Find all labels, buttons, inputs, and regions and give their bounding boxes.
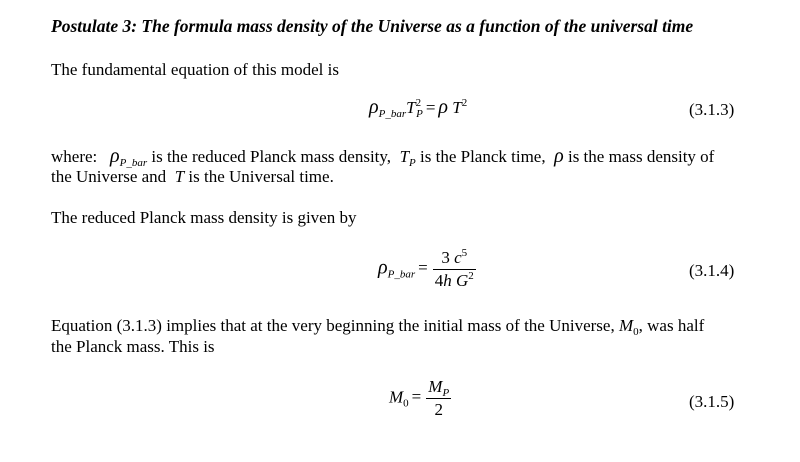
- planck-mass-subscript: P: [442, 387, 450, 399]
- rho-subscript: P_bar: [378, 108, 407, 120]
- speed-of-light-symbol: c: [454, 248, 462, 267]
- numerator: [433, 248, 476, 270]
- where-text: is the Universal time.: [188, 167, 334, 186]
- where-text: is the Planck time,: [420, 147, 546, 166]
- equation-3-1-3: [369, 96, 467, 119]
- initial-mass-subscript: 0: [633, 326, 639, 338]
- equation-3-1-4: [378, 248, 478, 291]
- exponent: 5: [461, 247, 468, 259]
- exponent: 2: [468, 270, 474, 282]
- planck-time-symbol: T: [406, 98, 416, 117]
- paragraph-fundamental-equation: The fundamental equation of this model is: [51, 60, 339, 79]
- section-title: Postulate 3: The formula mass density of the Universe as a function of the universal time: [51, 16, 694, 36]
- planck-mass-symbol: M: [428, 377, 443, 396]
- paragraph-reduced-planck: The reduced Planck mass density is given by: [51, 208, 357, 227]
- fraction: [426, 377, 451, 420]
- where-clause-line-1: [51, 146, 714, 167]
- gravitational-constant-symbol: G: [455, 271, 469, 290]
- exponent: 2: [461, 97, 468, 109]
- planck-time-symbol: T: [399, 147, 410, 166]
- equation-number-3-1-3: (3.1.3): [689, 100, 735, 119]
- numerator: [426, 377, 451, 399]
- rho-subscript: P_bar: [387, 268, 416, 281]
- coefficient: 4: [434, 271, 444, 290]
- planck-time-subscript: P: [416, 108, 423, 120]
- planck-constant-symbol: h: [443, 271, 452, 290]
- where-clause-line-2: [51, 167, 334, 187]
- coefficient: 3: [441, 248, 450, 267]
- equation-number-3-1-4: (3.1.4): [689, 261, 735, 280]
- rho-subscript: P_bar: [119, 157, 148, 169]
- equation-3-1-5: [389, 377, 453, 420]
- where-label: where:: [51, 147, 98, 166]
- where-text: the Universe and: [51, 167, 167, 186]
- rho-symbol: ρ: [369, 96, 379, 118]
- planck-time-subscript: P: [409, 157, 416, 169]
- denominator: 2: [434, 400, 443, 419]
- paragraph-initial-mass-line-2: the Planck mass. This is: [51, 337, 215, 356]
- rho-symbol: ρ: [378, 256, 388, 279]
- equation-number-3-1-5: (3.1.5): [689, 392, 735, 411]
- paragraph-text: , was half: [638, 316, 705, 335]
- equals-sign: =: [425, 98, 436, 117]
- universal-time-symbol: T: [452, 98, 462, 117]
- paragraph-initial-mass-line-1: [51, 316, 704, 336]
- exponent: 2: [415, 97, 422, 109]
- rho-symbol: ρ: [438, 96, 449, 118]
- initial-mass-symbol: M: [618, 316, 634, 335]
- rho-symbol: ρ: [110, 145, 120, 167]
- equals-sign: =: [411, 387, 422, 407]
- equals-sign: =: [418, 258, 428, 278]
- denominator: [433, 270, 476, 291]
- where-text: is the mass density of: [567, 147, 715, 166]
- where-text: is the reduced Planck mass density,: [151, 147, 392, 166]
- rho-symbol: ρ: [554, 145, 564, 167]
- universal-time-symbol: T: [174, 167, 185, 186]
- initial-mass-subscript: 0: [403, 397, 409, 410]
- fraction: [433, 248, 476, 291]
- paragraph-text: Equation (3.1.3) implies that at the very beginning the initial mass of the Universe,: [51, 316, 615, 335]
- initial-mass-symbol: M: [389, 387, 404, 407]
